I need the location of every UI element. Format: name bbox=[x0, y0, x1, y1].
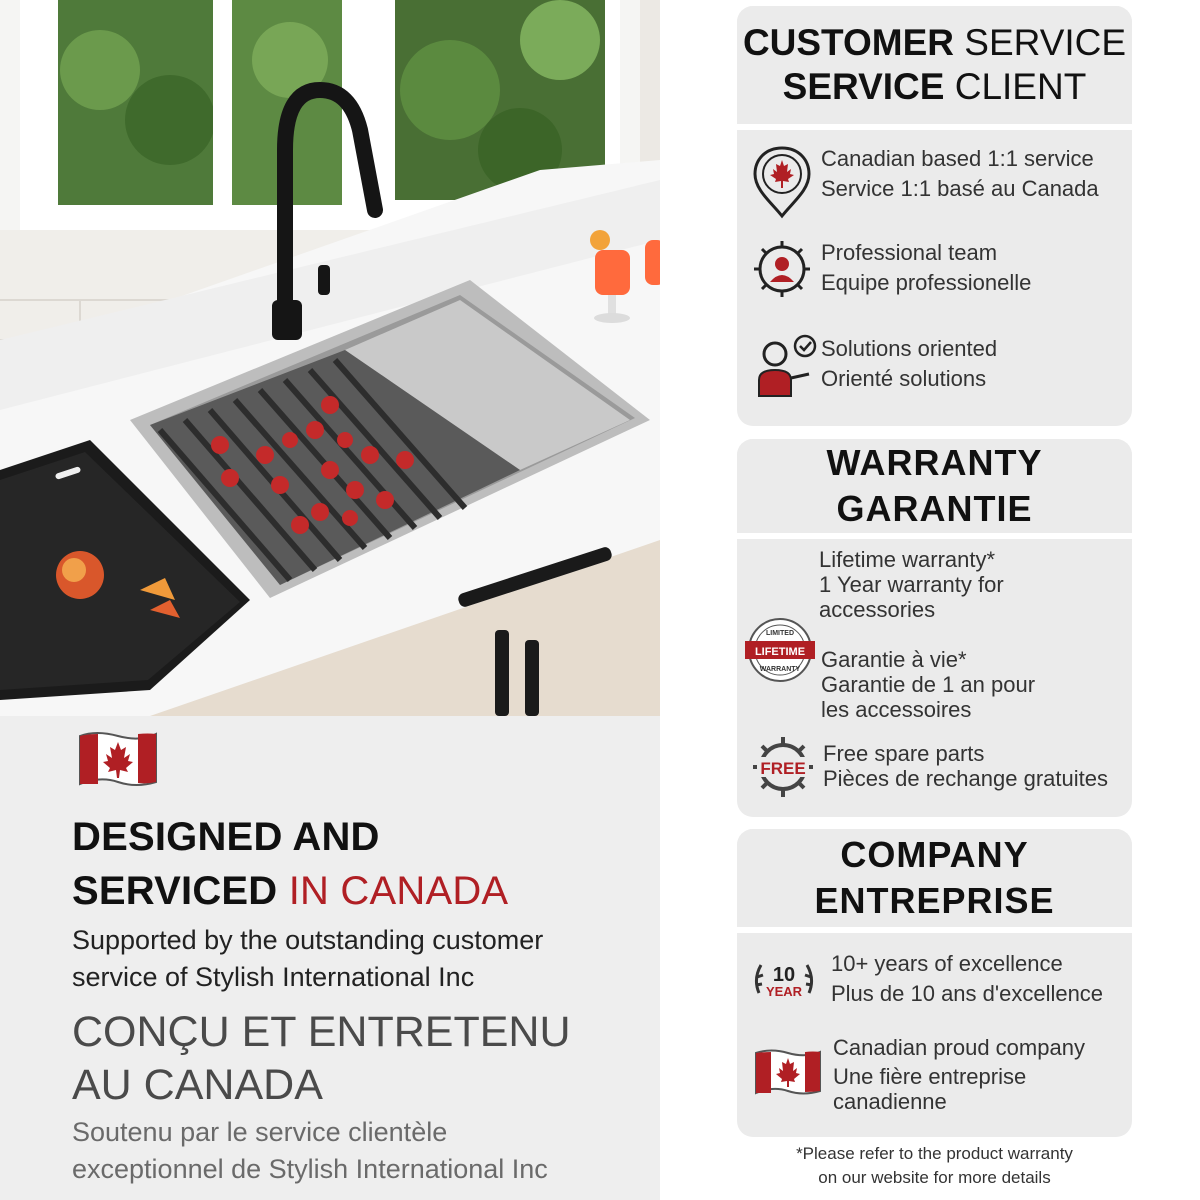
free-gear-icon bbox=[751, 735, 815, 804]
company-panel bbox=[737, 829, 1132, 1137]
service-item-solutions-en: Solutions oriented bbox=[821, 336, 998, 361]
badge-lifetime-text: LIFETIME bbox=[754, 646, 806, 658]
service-item-solutions-fr: Orienté solutions bbox=[821, 366, 987, 391]
warranty-header bbox=[737, 439, 1132, 539]
lifetime-fr-line-3: les accessoires bbox=[821, 697, 972, 722]
free-label: FREE bbox=[760, 759, 806, 778]
lifetime-warranty-en bbox=[819, 547, 1004, 622]
subtitle-english-line-2: service of Stylish International Inc bbox=[72, 962, 475, 992]
ten-year-word: YEAR bbox=[765, 984, 803, 999]
company-title-en: COMPANY bbox=[840, 834, 1029, 875]
lifetime-warranty-badge-icon bbox=[745, 615, 815, 690]
lifetime-en-line-3: accessories bbox=[819, 597, 936, 622]
spare-parts-en: Free spare parts bbox=[823, 741, 985, 766]
canadian-proud-fr-line-2: canadienne bbox=[833, 1089, 947, 1114]
headline-french bbox=[72, 1006, 652, 1112]
headline-in-canada: IN CANADA bbox=[288, 869, 509, 913]
service-item-canadian bbox=[751, 144, 1099, 227]
canadian-proud-en: Canadian proud company bbox=[833, 1035, 1085, 1060]
maple-leaf-pin-icon bbox=[751, 144, 813, 227]
warranty-title-fr: GARANTIE bbox=[836, 488, 1033, 529]
headline-french-line-2: AU CANADA bbox=[72, 1061, 323, 1109]
customer-service-title-en: CUSTOMER SERVICE bbox=[742, 22, 1127, 63]
headline bbox=[72, 810, 652, 918]
service-item-canadian-en: Canadian based 1:1 service bbox=[821, 146, 1094, 171]
service-item-team-fr: Equipe professionelle bbox=[821, 270, 1032, 295]
ten-year-badge-icon bbox=[751, 949, 817, 1020]
headline-serviced: SERVICED bbox=[72, 869, 278, 913]
canada-flag-small-icon bbox=[753, 1047, 823, 1102]
company-header bbox=[737, 829, 1132, 933]
spare-parts-item bbox=[751, 735, 1108, 804]
footnote-line-1: *Please refer to the product warranty bbox=[796, 1144, 1073, 1163]
subtitle-french-line-1: Soutenu par le service clientèle bbox=[72, 1117, 448, 1147]
headline-french-line-1: CONÇU ET ENTRETENU bbox=[72, 1008, 571, 1056]
years-excellence-item bbox=[751, 949, 1103, 1020]
subtitle-english bbox=[72, 922, 652, 996]
service-item-team bbox=[751, 238, 1031, 305]
customer-service-panel bbox=[737, 6, 1132, 426]
lifetime-en-line-2: 1 Year warranty for bbox=[819, 572, 1004, 597]
years-excellence-fr: Plus de 10 ans d'excellence bbox=[831, 981, 1104, 1006]
warranty-footnote bbox=[737, 1142, 1132, 1190]
service-item-solutions bbox=[751, 334, 997, 403]
ten-year-number: 10 bbox=[772, 964, 796, 986]
warranty-title-en: WARRANTY bbox=[826, 442, 1043, 483]
customer-service-title-fr: SERVICE CLIENT bbox=[782, 66, 1087, 107]
footnote-line-2: on our website for more details bbox=[818, 1168, 1051, 1187]
warranty-panel bbox=[737, 439, 1132, 817]
lifetime-fr-line-1: Garantie à vie* bbox=[821, 647, 967, 672]
canada-flag-icon bbox=[76, 728, 160, 790]
badge-warranty-text: WARRANTY bbox=[759, 666, 801, 673]
lifetime-warranty-fr bbox=[821, 647, 1035, 722]
service-item-team-en: Professional team bbox=[821, 240, 998, 265]
subtitle-french-line-2: exceptionnel de Stylish International Inc bbox=[72, 1154, 548, 1184]
badge-limited-text: LIMITED bbox=[766, 630, 794, 637]
canadian-proud-fr-line-1: Une fière entreprise bbox=[833, 1064, 1027, 1089]
lifetime-en-line-1: Lifetime warranty* bbox=[819, 547, 996, 572]
service-item-canadian-fr: Service 1:1 basé au Canada bbox=[821, 176, 1099, 201]
lifetime-badge bbox=[745, 615, 815, 690]
headline-line-2 bbox=[72, 864, 652, 918]
headline-line-1: DESIGNED AND bbox=[72, 815, 380, 859]
subtitle-english-line-1: Supported by the outstanding customer bbox=[72, 925, 544, 955]
kitchen-sink-photo bbox=[0, 0, 660, 716]
years-excellence-en: 10+ years of excellence bbox=[831, 951, 1063, 976]
canadian-proud-item bbox=[753, 1033, 1085, 1113]
spare-parts-fr: Pièces de rechange gratuites bbox=[823, 766, 1108, 791]
lifetime-fr-line-2: Garantie de 1 an pour bbox=[821, 672, 1036, 697]
designed-in-canada-block bbox=[72, 728, 652, 1188]
kitchen-sink-illustration bbox=[0, 0, 660, 716]
company-title-fr: ENTREPRISE bbox=[814, 880, 1055, 921]
solutions-person-icon bbox=[751, 334, 817, 403]
customer-service-header bbox=[737, 6, 1132, 130]
subtitle-french bbox=[72, 1114, 652, 1188]
team-gear-icon bbox=[751, 238, 813, 305]
